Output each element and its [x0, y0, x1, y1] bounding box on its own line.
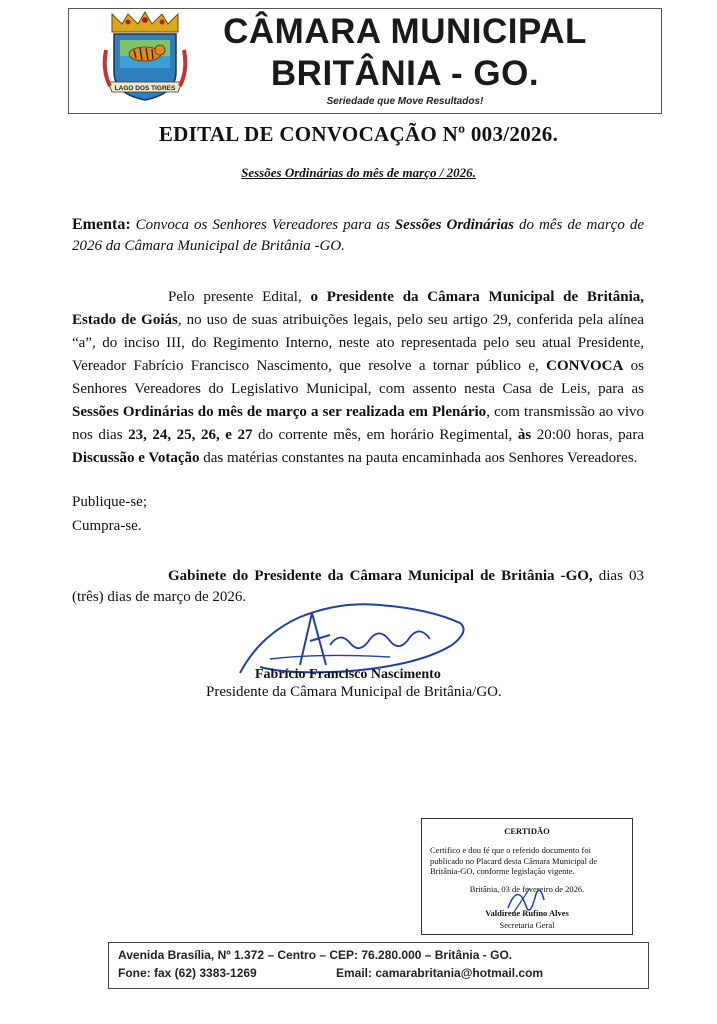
certidao-date: Britânia, 03 de fevereiro de 2026. — [469, 884, 585, 894]
document-subtitle: Sessões Ordinárias do mês de março / 2026. — [241, 165, 476, 180]
org-name-line1: CÂMARA MUNICIPAL — [223, 12, 587, 51]
ementa-text-c: do mês de março de 2026 da Câmara Municipal de Britânia -GO. — [72, 217, 644, 254]
cumpra-line: Cumpra-se. — [72, 518, 142, 534]
body-p12: Discussão e Votação — [72, 450, 200, 466]
body-p3: , no uso de suas atribuições legais, pelo seu artigo 29, conferida pela alínea “a”, do inciso III, do Regimento Interno, neste ato representada pelo seu atual Presidente, Vereador Fabrício Francisco Nascimento, que resolve a tornar público e, — [72, 312, 644, 374]
municipal-coat-of-arms-icon — [100, 10, 190, 106]
body-p1: Pelo presente Edital, — [168, 289, 311, 305]
ementa-text-b: Sessões Ordinárias — [394, 217, 515, 233]
logo-caption: LAGO DOS TIGRES — [114, 85, 176, 92]
footer-address: Avenida Brasília, Nº 1.372 – Centro – CEP: 76.280.000 – Britânia - GO. — [118, 948, 513, 962]
ementa-label: Ementa: — [72, 216, 131, 233]
body-p4: CONVOCA — [546, 358, 624, 374]
signer-name: Fabrício Francisco Nascimento — [255, 667, 441, 682]
body-p8: 23, 24, 25, 26, e 27 — [128, 427, 253, 443]
ementa-paragraph — [72, 214, 644, 257]
signer-role: Presidente da Câmara Municipal de Britânia/GO. — [206, 684, 502, 700]
gabinete-bold: Gabinete do Presidente da Câmara Municipal de Britânia -GO, — [168, 568, 593, 584]
org-name-line2: BRITÂNIA - GO. — [270, 54, 540, 93]
gabinete-rest: dias 03 (três) dias de março de 2026. — [72, 568, 644, 605]
document-title: EDITAL DE CONVOCAÇÃO Nº 003/2026. — [158, 122, 559, 146]
motto: Seriedade que Move Resultados! — [326, 96, 484, 107]
certidao-signer-role: Secretaria Geral — [499, 920, 555, 930]
body-p5: os Senhores Vereadores do Legislativo Municipal, com assento nesta Casa de Leis, para as — [72, 358, 644, 397]
body-p6: Sessões Ordinárias do mês de março a ser realizada em Plenário — [72, 404, 487, 420]
body-p13: das matérias constantes na pauta encaminhada aos Senhores Vereadores. — [199, 450, 638, 466]
body-p7: , com transmissão ao vivo nos dias — [72, 404, 644, 443]
body-p9: do corrente mês, em horário Regimental, — [252, 427, 518, 443]
body-p2: o Presidente da Câmara Municipal de Britânia, Estado de Goiás — [72, 289, 644, 328]
footer-email: Email: camarabritania@hotmail.com — [336, 966, 544, 980]
certidao-title: CERTIDÃO — [504, 826, 550, 836]
body-p11: 20:00 horas, para — [531, 427, 644, 443]
certidao-text: Certifico e dou fé que o referido documento foi publicado no Placard desta Câmara Municipal de Britânia-GO, conforme legislação vigente. — [430, 845, 598, 876]
footer-phone: Fone: fax (62) 3383-1269 — [118, 966, 257, 980]
certidao-signer-name: Valdirene Rufino Alves — [485, 908, 569, 918]
publique-line: Publique-se; — [72, 494, 147, 510]
ementa-text-a: Convoca os Senhores Vereadores para as — [130, 217, 395, 233]
body-p10: às — [517, 427, 532, 443]
main-paragraph — [72, 286, 644, 470]
